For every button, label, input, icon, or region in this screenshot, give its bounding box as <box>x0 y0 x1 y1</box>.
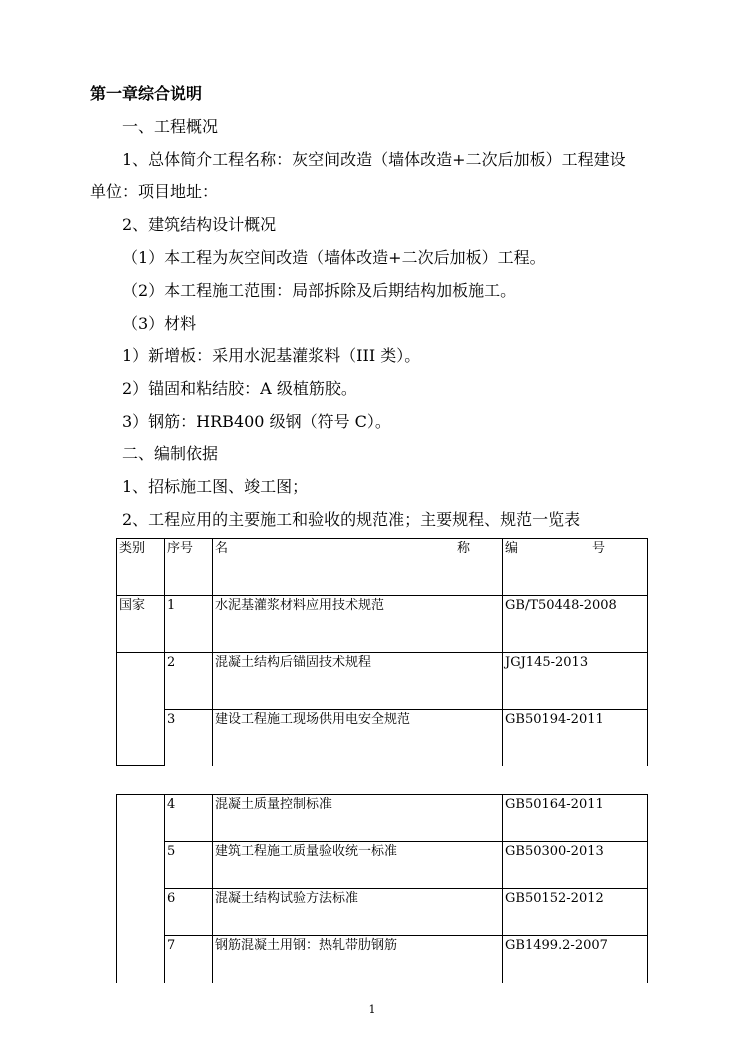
cell-name: 建筑工程施工质量验收统一标准 <box>213 842 503 889</box>
list-item: （1）本工程为灰空间改造（墙体改造+二次后加板）工程。 <box>122 248 546 267</box>
section-heading: 一、工程概况 <box>122 117 219 136</box>
header-name: 名 称 <box>213 539 503 596</box>
cell-code: GB50300-2013 <box>503 842 648 889</box>
header-seq: 序号 <box>165 539 213 596</box>
cell-name: 混凝土结构试验方法标准 <box>213 889 503 936</box>
table-row <box>117 795 648 842</box>
chapter-title: 第一章综合说明 <box>90 84 203 103</box>
cell-name: 钢筋混凝土用钢：热轧带肋钢筋 <box>213 936 503 983</box>
cell-seq: 5 <box>165 842 213 889</box>
cell-seq: 2 <box>165 653 213 710</box>
cell-name: 混凝土结构后锚固技术规程 <box>213 653 503 710</box>
cell-seq: 1 <box>165 596 213 653</box>
table-row <box>117 596 648 653</box>
header-category: 类别 <box>117 539 165 596</box>
cell-code: GB50152-2012 <box>503 889 648 936</box>
table-row <box>117 842 648 889</box>
table-header-row <box>117 539 648 596</box>
paragraph-line: 2、工程应用的主要施工和验收的规范准；主要规程、规范一览表 <box>122 510 581 529</box>
cell-code: JGJ145-2013 <box>503 653 648 710</box>
list-item: 1）新增板：采用水泥基灌浆料（III 类）。 <box>122 346 421 365</box>
cell-seq: 7 <box>165 936 213 983</box>
cell-name: 建设工程施工现场供用电安全规范 <box>213 710 503 766</box>
cell-name: 混凝土质量控制标准 <box>213 795 503 842</box>
cell-category <box>117 653 165 766</box>
list-item: 3）钢筋：HRB400 级钢（符号 C）。 <box>122 412 391 431</box>
paragraph-line: 1、总体简介工程名称：灰空间改造（墙体改造+二次后加板）工程建设 <box>122 150 626 169</box>
table-row <box>117 653 648 710</box>
page-number: 1 <box>368 1003 376 1016</box>
cell-code: GB50164-2011 <box>503 795 648 842</box>
section-heading: 二、编制依据 <box>122 444 219 463</box>
cell-category: 国家 <box>117 596 165 653</box>
cell-code: GB/T50448-2008 <box>503 596 648 653</box>
table-row <box>117 889 648 936</box>
cell-category <box>117 795 165 983</box>
list-item: 2）锚固和粘结胶：A 级植筋胶。 <box>122 379 357 398</box>
list-item: （2）本工程施工范围：局部拆除及后期结构加板施工。 <box>122 281 517 300</box>
cell-code: GB50194-2011 <box>503 710 648 766</box>
cell-seq: 3 <box>165 710 213 766</box>
paragraph-line: 单位：项目地址： <box>90 182 219 201</box>
header-code: 编 号 <box>503 539 648 596</box>
paragraph-line: 1、招标施工图、竣工图； <box>122 477 309 496</box>
table-row <box>117 710 648 766</box>
cell-seq: 4 <box>165 795 213 842</box>
standards-table <box>116 538 648 766</box>
cell-seq: 6 <box>165 889 213 936</box>
cell-code: GB1499.2-2007 <box>503 936 648 983</box>
cell-name: 水泥基灌浆材料应用技术规范 <box>213 596 503 653</box>
table-row <box>117 936 648 983</box>
list-item: （3）材料 <box>122 314 197 333</box>
standards-table-continued <box>116 794 648 983</box>
subsection-heading: 2、建筑结构设计概况 <box>122 215 277 234</box>
